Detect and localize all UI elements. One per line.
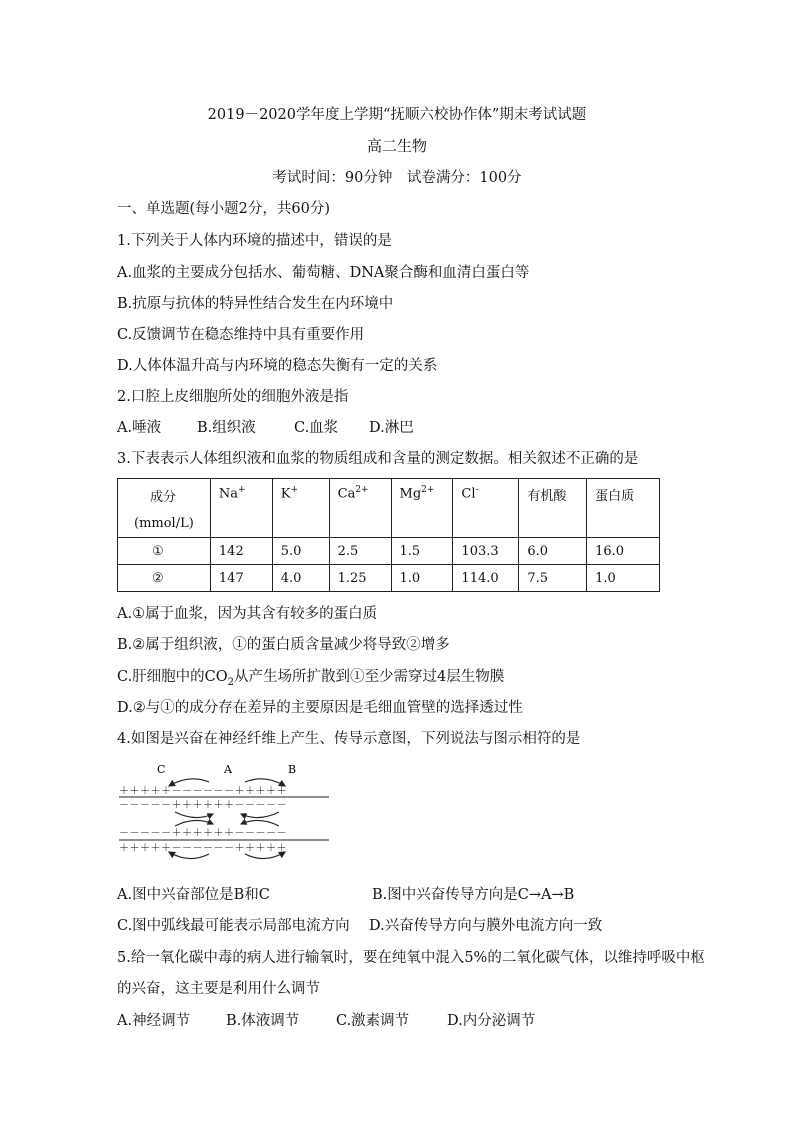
column-header: $Mg^{2+}$ — [391, 479, 453, 538]
q4-option-b: B.图中兴奋传导方向是C→A→B — [372, 887, 575, 903]
q1-option-c: C.反馈调节在稳态维持中具有重要作用 — [117, 327, 365, 343]
table-cell: 142 — [210, 538, 272, 565]
upper-left-arc — [169, 779, 209, 786]
table-cell: 147 — [210, 565, 272, 592]
table-row — [118, 565, 660, 592]
column-header: 有机酸 — [519, 479, 587, 538]
q5-option-d: D.内分泌调节 — [447, 1013, 536, 1029]
table-cell: 1.0 — [587, 565, 660, 592]
table-cell: 4.0 — [272, 565, 329, 592]
column-header: Cl- — [453, 479, 519, 538]
column-header: Na+ — [210, 479, 272, 538]
q5-option-a: A.神经调节 — [117, 1013, 191, 1029]
q2-option-a: A.唾液 — [117, 420, 162, 436]
table-cell: 1.0 — [391, 565, 453, 592]
table-row — [118, 538, 660, 565]
q1-stem: 1.下列关于人体内环境的描述中，错误的是 — [117, 233, 392, 249]
column-header: K+ — [272, 479, 329, 538]
column-header: $Ca^{2+}$ — [329, 479, 391, 538]
exam-title: 2019－2020学年度上学期“抚顺六校协作体”期末考试试题 — [207, 107, 587, 123]
q5-stem-line1: 5.给一氧化碳中毒的病人进行输氧时，要在纯氧中混入5%的二氧化碳气体，以维持呼吸中枢 — [117, 950, 705, 966]
q2-option-c: C.血浆 — [294, 420, 339, 436]
nerve-fiber-diagram — [117, 760, 332, 865]
q4-option-c: C.图中弧线最可能表示局部电流方向 — [117, 918, 350, 934]
middle-right-arc-2 — [241, 820, 279, 826]
table-cell: 103.3 — [453, 538, 519, 565]
q3-option-d: D.②与①的成分存在差异的主要原因是毛细血管壁的选择透过性 — [117, 700, 523, 716]
column-header: 蛋白质 — [587, 479, 660, 538]
q3-option-c: C.肝细胞中的$CO_2$从产生场所扩散到①至少需穿过4层生物膜 — [117, 669, 505, 688]
q4-option-a: A.图中兴奋部位是B和C — [117, 887, 270, 903]
q3-option-a: A.①属于血浆，因为其含有较多的蛋白质 — [117, 606, 378, 622]
nerve-fiber-svg — [117, 760, 332, 865]
table-cell: 5.0 — [272, 538, 329, 565]
row2-charges: －－－－－＋＋＋＋＋＋－－－－－ — [119, 800, 287, 811]
q1-option-b: B.抗原与抗体的特异性结合发生在内环境中 — [117, 296, 394, 312]
middle-left-arc-1 — [175, 812, 213, 818]
q1-option-d: D.人体体温升高与内环境的稳态失衡有一定的关系 — [117, 358, 438, 374]
section-heading: 一、单选题(每小题2分，共60分) — [117, 201, 330, 217]
upper-right-arc — [245, 779, 285, 786]
q2-option-b: B.组织液 — [197, 420, 256, 436]
table-cell: 1.25 — [329, 565, 391, 592]
row1-charges: ＋＋＋＋＋－－－－－－＋＋＋＋＋ — [119, 786, 287, 797]
q4-option-d: D.兴奋传导方向与膜外电流方向一致 — [369, 918, 603, 934]
table-cell: 16.0 — [587, 538, 660, 565]
middle-right-arc-1 — [241, 812, 279, 818]
row4-charges: ＋＋＋＋＋－－－－－－＋＋＋＋＋ — [119, 843, 287, 854]
subject-title: 高二生物 — [366, 137, 427, 155]
q2-stem: 2.口腔上皮细胞所处的细胞外液是指 — [117, 389, 349, 405]
q1-option-a: A.血浆的主要成分包括水、葡萄糖、DNA聚合酶和血清白蛋白等 — [117, 265, 530, 281]
composition-table — [117, 478, 660, 592]
q3-stem: 3.下表表示人体组织液和血浆的物质组成和含量的测定数据。相关叙述不正确的是 — [117, 451, 639, 467]
label-c: C — [157, 763, 166, 776]
label-b: B — [288, 763, 297, 776]
table-header-row — [118, 479, 660, 538]
table-cell: 1.5 — [391, 538, 453, 565]
table-cell: 7.5 — [519, 565, 587, 592]
table-cell: 114.0 — [453, 565, 519, 592]
exam-meta: 考试时间：90分钟 试卷满分：100分 — [272, 170, 522, 186]
q5-option-c: C.激素调节 — [336, 1013, 410, 1029]
header-component-label: 成分 — [150, 490, 177, 505]
q5-option-b: B.体液调节 — [226, 1013, 300, 1029]
header-unit-label: (mmol/L) — [134, 516, 194, 531]
q4-stem: 4.如图是兴奋在神经纤维上产生、传导示意图，下列说法与图示相符的是 — [117, 731, 581, 747]
q5-stem-line2: 的兴奋，这主要是利用什么调节 — [117, 981, 320, 997]
table-cell: 6.0 — [519, 538, 587, 565]
row-label: ① — [118, 538, 211, 565]
table-cell: 2.5 — [329, 538, 391, 565]
q3-option-b: B.②属于组织液，①的蛋白质含量减少将导致②增多 — [117, 637, 450, 653]
table-header-cell — [118, 479, 211, 538]
row3-charges: －－－－－＋＋＋＋＋＋－－－－－ — [119, 828, 287, 839]
label-a: A — [224, 763, 232, 776]
q2-option-d: D.淋巴 — [369, 420, 414, 436]
middle-left-arc-2 — [175, 820, 213, 826]
row-label: ② — [118, 565, 211, 592]
